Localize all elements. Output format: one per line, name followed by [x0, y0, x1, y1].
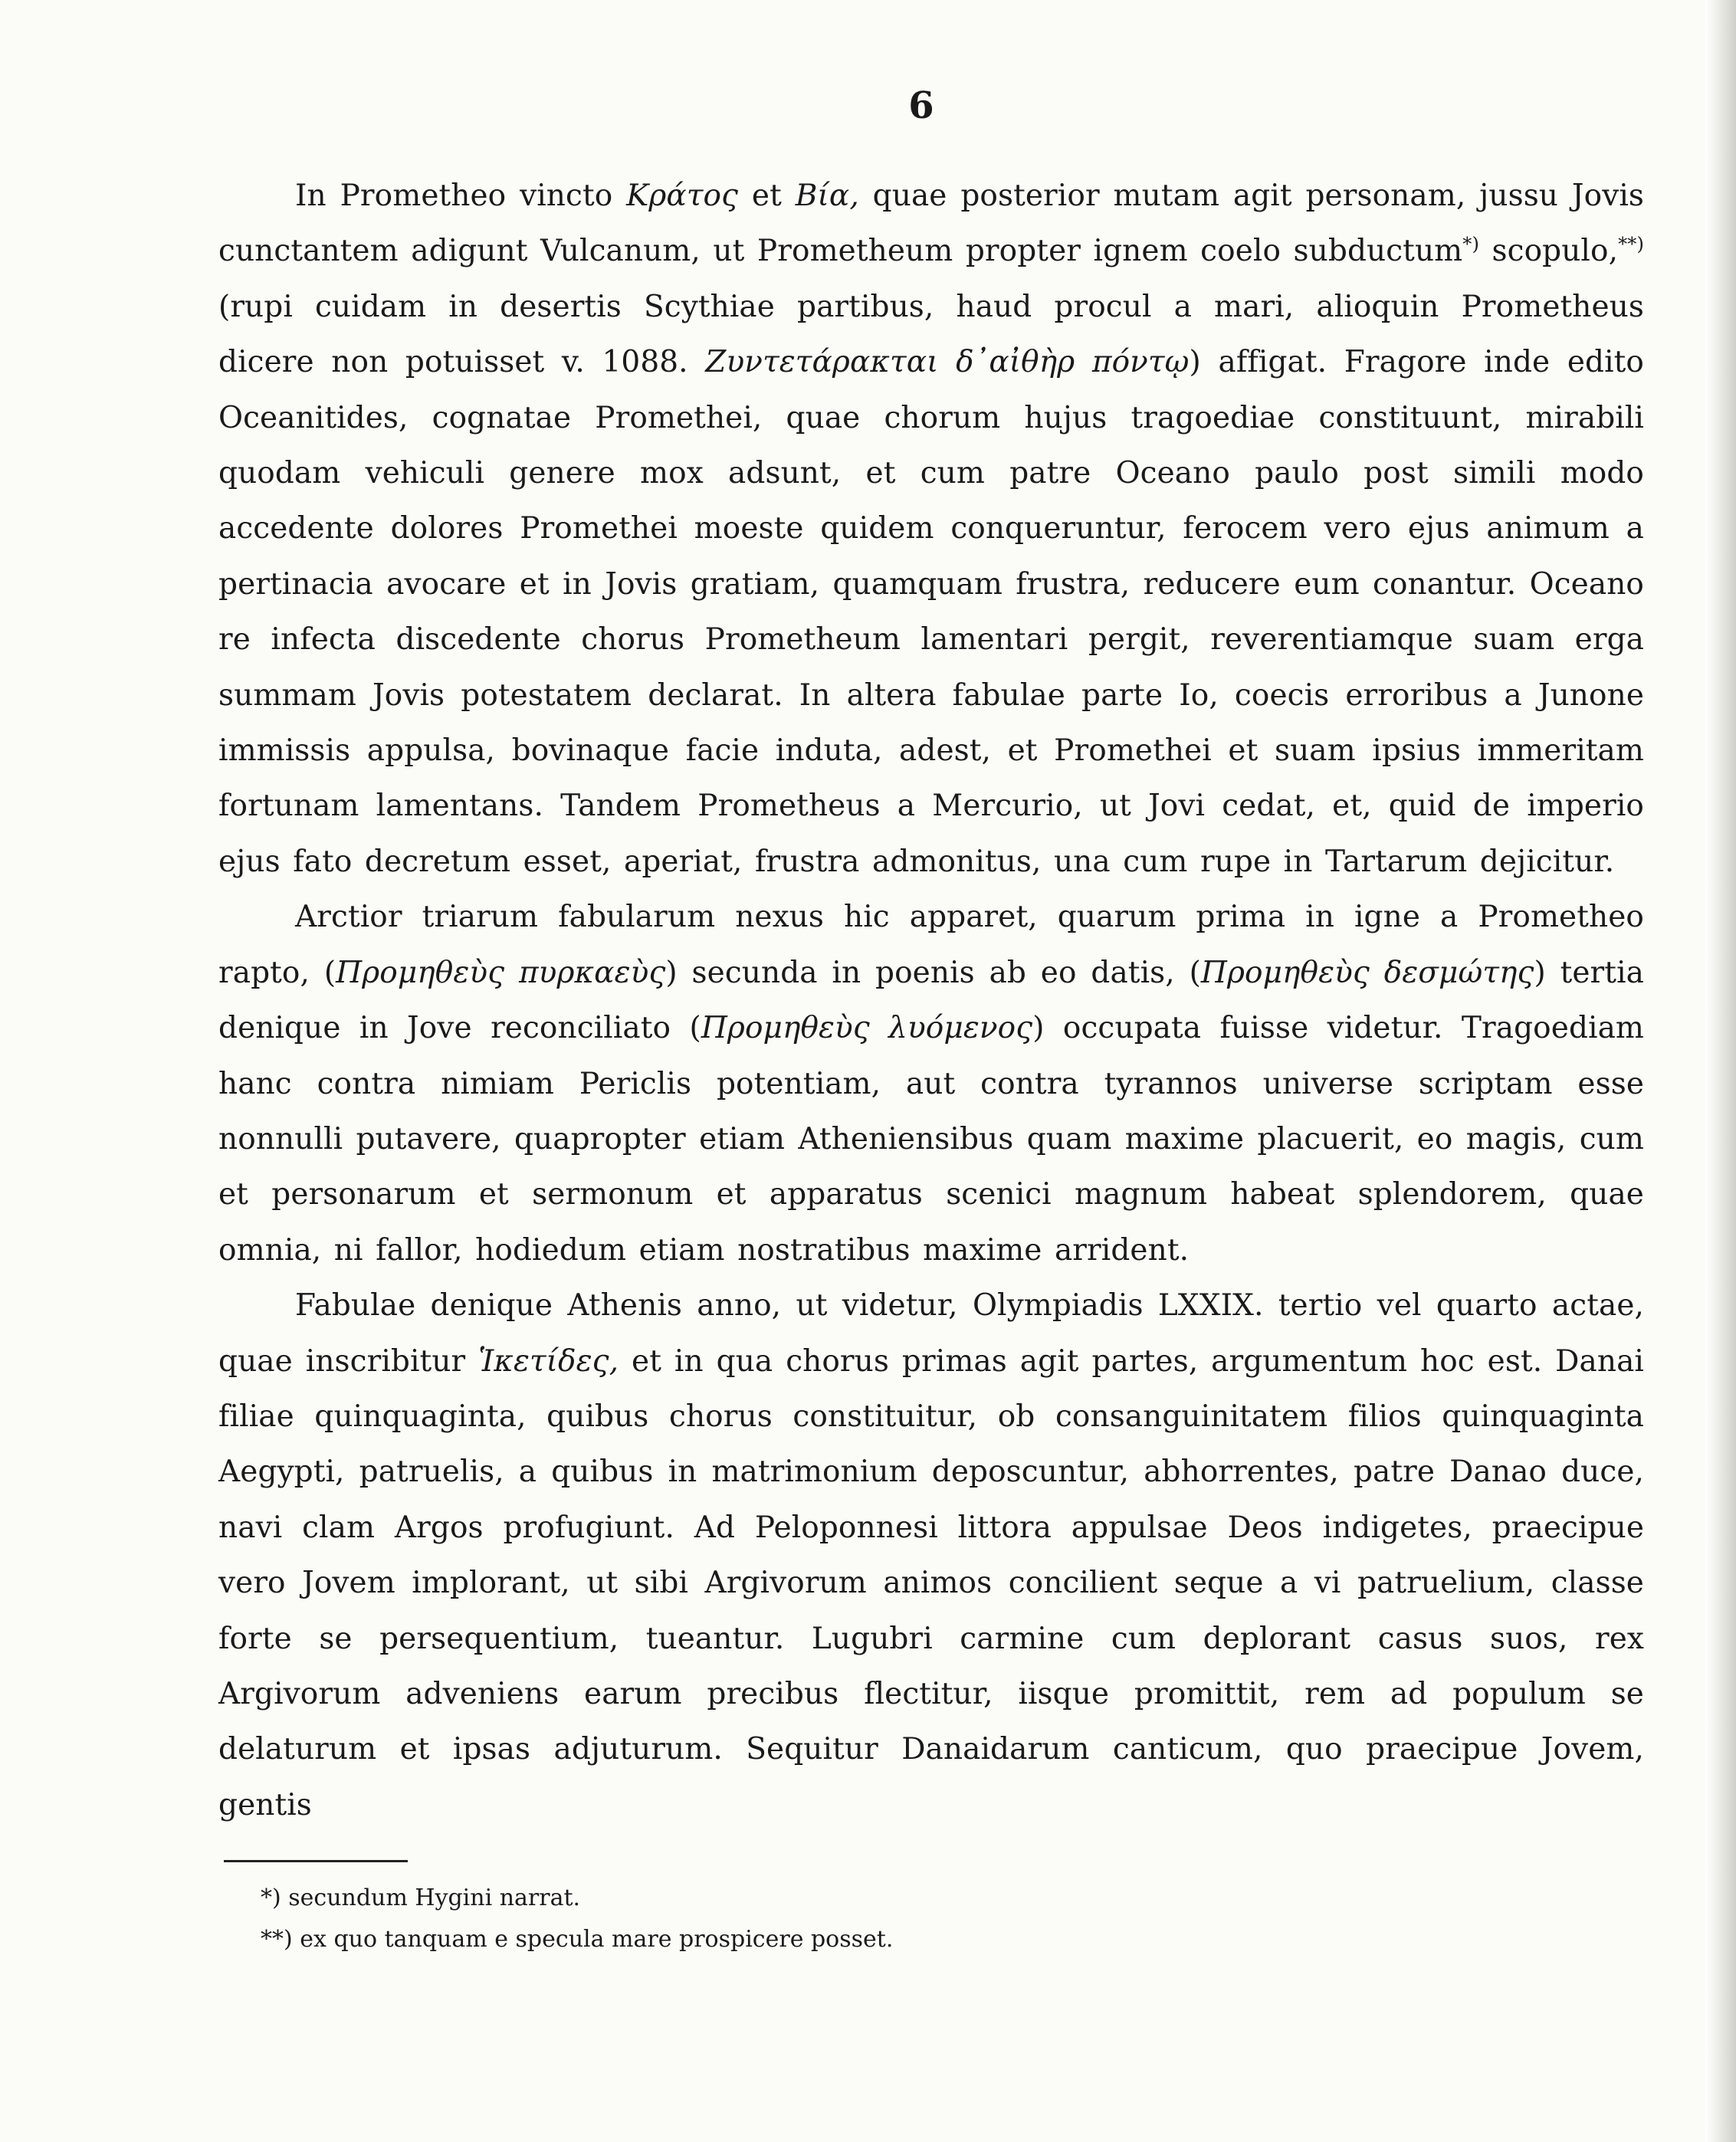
greek-phrase: Προμηθεὺς πυρκαεὺς — [336, 955, 666, 990]
text-run: et in qua chorus primas agit partes, argumentum hoc est. Danai filiae quinquaginta, quibus chorus constituitur, ob consanguinitatem filios quinquaginta Aegypti, patruelis, a quibus in matrimonium deposcuntur, abhorrentes, patre Danao duce, navi clam Argos profugiunt. Ad Peloponnesi littora appulsae Deos indigetes, praecipue vero Jovem implorant, ut sibi Argivorum animos concilient seque a vi patruelium, classe forte se persequentium, tueantur. Lugubri carmine cum deplorant casus suos, rex Argivorum adveniens earum precibus flectitur, iisque promittit, rem ad populum se delaturum et ipsas adjuturum. Sequitur Danaidarum canticum, quo praecipue Jovem, gentis — [218, 1343, 1644, 1822]
text-run: ) affigat. Fragore inde edito Oceanitides, cognatae Promethei, quae chorum hujus tragoediae constituunt, mirabili quodam vehiculi genere mox adsunt, et cum patre Oceano paulo post simili modo accedente dolores Promethei moeste quidem conqueruntur, ferocem vero ejus animum a pertinacia avocare et in Jovis gratiam, quamquam frustra, reducere eum conantur. Oceano re infecta discedente chorus Prometheum lamentari pergit, reverentiamque suam erga summam Jovis potestatem declarat. In altera fabulae parte Io, coecis erroribus a Junone immissis appulsa, bovinaque facie induta, adest, et Promethei et suam ipsius immeritam fortunam lamentans. Tandem Prometheus a Mercurio, ut Jovi cedat, et, quid de imperio ejus fato decretum esset, aperiat, frustra admonitus, una cum rupe in Tartarum dejicitur. — [218, 345, 1644, 879]
footnote-marker: **) — [261, 1926, 293, 1953]
greek-phrase: Ἱκετίδες, — [478, 1343, 619, 1379]
text-run: et — [738, 179, 796, 213]
paragraph-trilogy — [218, 890, 1644, 1278]
text-run: scopulo, — [1478, 234, 1619, 269]
greek-phrase: Ζυντετάρακται δ᾽αἰθὴρ πόντῳ — [705, 345, 1190, 380]
paragraph-supplices — [218, 1278, 1644, 1833]
text-run: ) occupata fuisse videtur. Tragoediam hanc contra nimiam Periclis potentiam, aut contra tyrannos universe scriptam esse nonnulli putavere, quapropter etiam Atheniensibus quam maxime placuerit, eo magis, cum et personarum et sermonum et apparatus scenici magnum habeat splendorem, quae omnia, ni fallor, hodiedum etiam nostratibus maxime arrident. — [218, 1011, 1645, 1268]
footnote — [261, 1878, 1564, 1919]
text-run: (rupi cuidam in desertis Scythiae partibus, haud procul a mari, alioquin Prometheus dicere non potuisset v. 1088. — [218, 289, 1644, 380]
text-run: Arctior triarum fabularum nexus hic apparet, quarum prima in igne a Prometheo rapto, ( — [218, 900, 1644, 990]
greek-phrase: Προμηθεὺς λυόμενος — [701, 1011, 1033, 1046]
footnote-text: ex quo tanquam e specula mare prospicere posset. — [292, 1926, 894, 1953]
greek-phrase: Βία, — [795, 179, 859, 213]
footnote-reference: **) — [1618, 234, 1644, 256]
text-run: quae posterior mutam agit personam, jussu Jovis cunctantem adigunt Vulcanum, ut Prometheum propter ignem coelo subductum — [218, 179, 1645, 269]
footnote-rule — [224, 1860, 408, 1862]
footnote-text: secundum Hygini narrat. — [281, 1885, 581, 1911]
footnote-reference: *) — [1462, 234, 1479, 256]
text-run: In Prometheo vincto — [295, 179, 627, 213]
greek-phrase: Κράτος — [626, 179, 739, 213]
footnote-marker: *) — [261, 1885, 281, 1911]
footnote — [261, 1919, 1564, 1960]
paragraph-prometheus-vinctus — [218, 169, 1644, 890]
text-run: Fabulae denique Athenis anno, ut videtur, Olympiadis LXXIX. tertio vel quarto actae, quae inscribitur — [218, 1288, 1644, 1379]
footnotes — [261, 1878, 1564, 1960]
greek-phrase: Προμηθεὺς δεσμώτης — [1200, 955, 1534, 990]
text-run: ) tertia denique in Jove reconciliato ( — [218, 955, 1644, 1046]
main-text — [218, 169, 1644, 1833]
text-run: ) secunda in poenis ab eo datis, ( — [665, 955, 1201, 990]
page-edge-shadow — [1705, 0, 1736, 2142]
page-number: 6 — [908, 84, 934, 127]
